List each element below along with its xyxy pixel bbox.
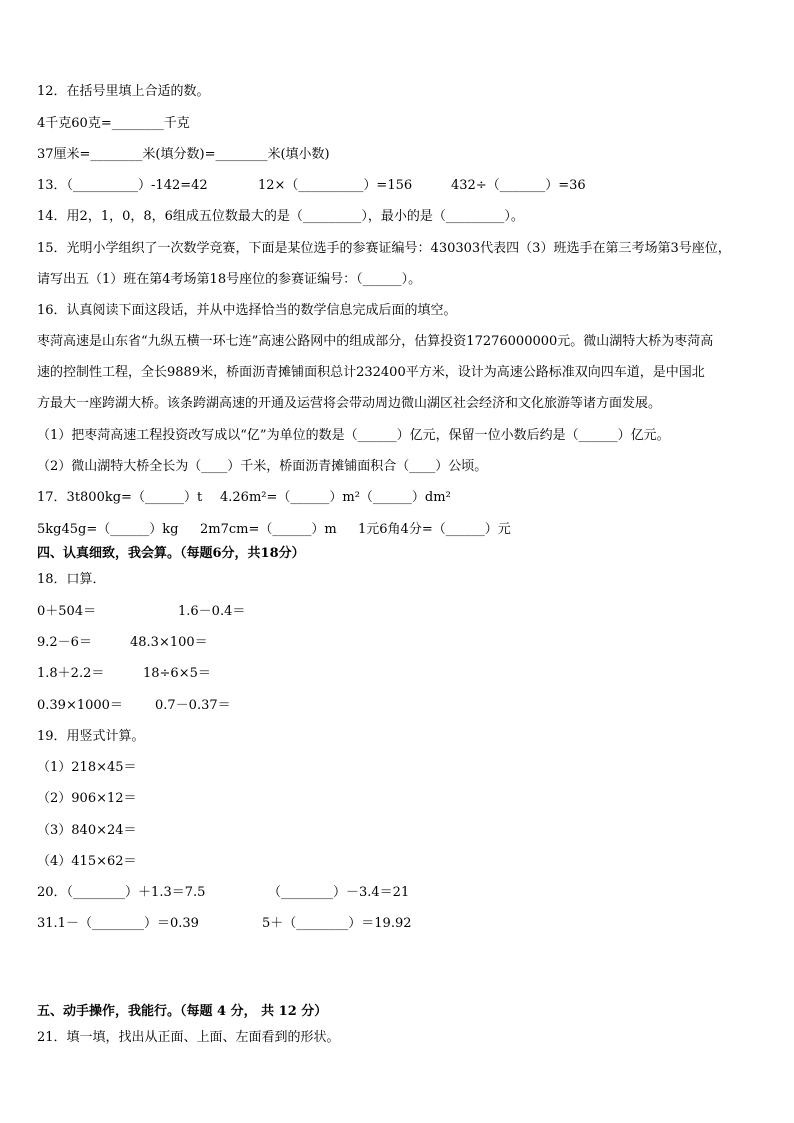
q18-item-r1b: 1.6－0.4＝: [178, 604, 246, 619]
q12-line2: 37厘米=________米(填分数)=________米(填小数): [37, 147, 330, 162]
q20-part-a: 20．（________）＋1.3＝7.5: [37, 885, 206, 900]
q18-title: 18．口算．: [37, 572, 106, 587]
q12-line1: 4千克60克=________千克: [37, 116, 190, 131]
q18-item-r2a: 9.2－6＝: [37, 635, 92, 650]
q19-item-3: （3）840×24＝: [37, 823, 137, 838]
q17-part-c: 5kg45g=（______）kg: [37, 522, 179, 537]
q19-item-2: （2）906×12＝: [37, 791, 137, 806]
q15-line1: 15．光明小学组织了一次数学竞赛，下面是某位选手的参赛证编号：430303代表四（3）班选手在第三考场第3号座位，: [37, 241, 731, 256]
q17-part-e: 1元6角4分=（______）元: [358, 522, 511, 537]
section-5-title: 五、动手操作，我能行。（每题 4 分， 共 12 分）: [37, 1004, 328, 1019]
q20-part-d: 5＋（________）＝19.92: [262, 916, 412, 931]
q13-part-a: 13．（__________）-142=42: [37, 178, 208, 193]
q16-paragraph-line3: 方最大一座跨湖大桥。该条跨湖高速的开通及运营将会带动周边微山湖区社会经济和文化旅游等诸方面发展。: [37, 396, 662, 411]
q18-item-r2b: 48.3×100＝: [130, 635, 208, 650]
q17-part-a: 17．3t800kg=（______）t: [37, 490, 203, 505]
q16-sub-question-1: （1）把枣菏高速工程投资改写成以“亿”为单位的数是（______）亿元，保留一位小数后约是（______）亿元。: [37, 428, 670, 443]
q18-item-r3b: 18÷6×5＝: [143, 666, 211, 681]
q19-item-1: （1）218×45＝: [37, 760, 137, 775]
q20-part-c: 31.1－（________）＝0.39: [37, 916, 199, 931]
section-4-title: 四、认真细致，我会算。（每题6分，共18分）: [37, 546, 305, 561]
q19-title: 19．用竖式计算。: [37, 729, 145, 744]
q16-sub-question-2: （2）微山湖特大桥全长为（____）千米，桥面沥青摊铺面积合（____）公顷。: [37, 459, 488, 474]
q17-part-d: 2m7cm=（______）m: [200, 522, 337, 537]
q19-item-4: （4）415×62＝: [37, 854, 137, 869]
q16-title: 16．认真阅读下面这段话，并从中选择恰当的数学信息完成后面的填空。: [37, 303, 457, 318]
q20-part-b: （________）－3.4＝21: [268, 885, 410, 900]
q13-part-b: 12×（__________）=156: [258, 178, 413, 193]
q18-item-r3a: 1.8＋2.2＝: [37, 666, 105, 681]
q18-item-r1a: 0＋504＝: [37, 604, 97, 619]
q18-item-r4b: 0.7－0.37＝: [155, 698, 231, 713]
q17-part-b: 4.26m²=（______）m²（______）dm²: [220, 490, 451, 505]
q16-paragraph-line1: 枣菏高速是山东省“九纵五横一环七连”高速公路网中的组成部分，估算投资17276000000元。微山湖特大桥为枣菏高: [37, 334, 714, 349]
q12-title: 12．在括号里填上合适的数。: [37, 84, 210, 99]
q13-part-c: 432÷（_______）=36: [451, 178, 586, 193]
q15-line2: 请写出五（1）班在第4考场第18号座位的参赛证编号：（______）。: [37, 272, 422, 287]
q21-title: 21．填一填，找出从正面、上面、左面看到的形状。: [37, 1030, 340, 1045]
q16-paragraph-line2: 速的控制性工程，全长9889米，桥面沥青摊铺面积总计232400平方米，设计为高速公路标准双向四车道，是中国北: [37, 365, 705, 380]
q14-text: 14．用2，1，0，8，6组成五位数最大的是（_________），最小的是（_________）。: [37, 209, 524, 224]
q18-item-r4a: 0.39×1000＝: [37, 698, 123, 713]
